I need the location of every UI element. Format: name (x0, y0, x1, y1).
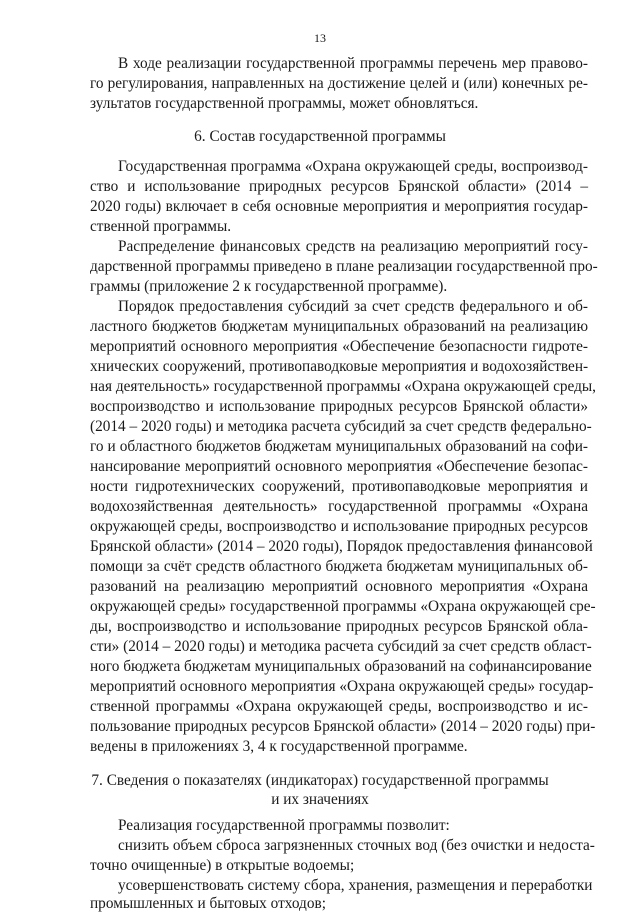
intro-line-3: зультатов государственной программы, может обновляться. (90, 95, 479, 112)
section-6-p3-line-1: Порядок предоставления субсидий за счет средств федерального и об- (118, 298, 588, 315)
section-6-p3-line-12: окружающей среды, воспроизводство и использование природных ресурсов (90, 518, 588, 535)
section-6-p3-line-10: ности гидротехнических сооружений, противопаводковые мероприятия и (90, 478, 588, 495)
section-6-p2-line-1: Распределение финансовых средств на реализацию мероприятий госу- (118, 238, 588, 255)
section-6-p3-line-3: мероприятий основного мероприятия «Обеспечение безопасности гидроте- (90, 338, 588, 355)
section-7-item-2-line-1: усовершенствовать систему сбора, хранения, размещения и переработки (118, 877, 593, 894)
section-6-p3-line-19: ного бюджета бюджетам муниципальных образований на софинансирование (90, 658, 592, 675)
section-6-p3-line-5: ная деятельность» государственной программы «Охрана окружающей среды, (90, 378, 596, 395)
section-6-p3-line-13: Брянской области» (2014 – 2020 годы), Порядок предоставления финансовой (90, 538, 593, 555)
section-7-item-1-line-2: точно очищенные) в открытые водоемы; (90, 857, 355, 874)
section-6-p3-line-6: воспроизводство и использование природных ресурсов Брянской области» (90, 398, 588, 415)
section-7-heading-line-2: и их значениях (271, 791, 369, 808)
section-6-p3-line-7: (2014 – 2020 годы) и методика расчета субсидий за счет средств федерально- (90, 418, 592, 435)
section-6-p3-line-4: хнических сооружений, противопаводковые мероприятия и водохозяйствен- (90, 358, 589, 375)
section-6-p3-line-21: ственной программы «Охрана окружающей среды, воспроизводство и ис- (90, 698, 588, 715)
section-6-p3-line-15: разований на реализацию мероприятий основного мероприятия «Охрана (90, 578, 588, 595)
section-6-p3-line-16: окружающей среды» государственной программы «Охрана окружающей сре- (90, 598, 596, 615)
section-6-p3-line-11: водохозяйственная деятельность» государственной программы «Охрана (90, 498, 588, 515)
section-6-p3-line-20: мероприятий основного мероприятия «Охрана окружающей среды» государ- (90, 678, 594, 695)
section-6-p3-line-22: пользование природных ресурсов Брянской области» (2014 – 2020 годы) при- (90, 718, 596, 735)
section-6-p1-line-4: ственной программы. (90, 218, 232, 235)
section-6-p1-line-2: ство и использование природных ресурсов Брянской области» (2014 – (90, 178, 588, 195)
section-6-p3-line-17: ды, воспроизводство и использование природных ресурсов Брянской обла- (90, 618, 588, 635)
section-7-lead: Реализация государственной программы позволит: (118, 817, 450, 834)
section-6-p3-line-14: помощи за счёт средств областного бюджета бюджетам муниципальных об- (90, 558, 588, 575)
section-7-item-1-line-1: снизить объем сброса загрязненных сточных вод (без очистки и недоста- (118, 837, 595, 854)
section-6-p2-line-2: дарственной программы приведено в плане реализации государственной про- (90, 258, 598, 275)
section-7-item-2-line-2: промышленных и бытовых отходов; (90, 895, 326, 912)
section-7-heading-line-1: 7. Сведения о показателях (индикаторах) государственной программы (91, 772, 549, 789)
section-6-p1-line-3: 2020 годы) включает в себя основные мероприятия и мероприятия государ- (90, 198, 588, 215)
section-6-p1-line-1: Государственная программа «Охрана окружающей среды, воспроизвод- (118, 158, 588, 175)
page-number: 13 (314, 31, 326, 45)
section-6-p3-line-9: нансирование мероприятий основного мероприятия «Обеспечение безопас- (90, 458, 588, 475)
section-6-p3-line-23: ведены в приложениях 3, 4 к государственной программе. (90, 738, 468, 755)
section-6-p3-line-8: го и областного бюджетов бюджетам муниципальных образований на софи- (90, 438, 588, 455)
intro-line-2: го регулирования, направленных на достижение целей и (или) конечных ре- (90, 75, 588, 92)
section-6-p3-line-18: сти» (2014 – 2020 годы) и методика расчета субсидий за счет средств област- (90, 638, 592, 655)
section-6-p2-line-3: граммы (приложение 2 к государственной программе). (90, 278, 448, 295)
section-6-heading: 6. Состав государственной программы (194, 128, 446, 145)
intro-line-1: В ходе реализации государственной программы перечень мер правово- (118, 55, 588, 72)
section-6-p3-line-2: ластного бюджетов бюджетам муниципальных образований на реализацию (90, 318, 588, 335)
